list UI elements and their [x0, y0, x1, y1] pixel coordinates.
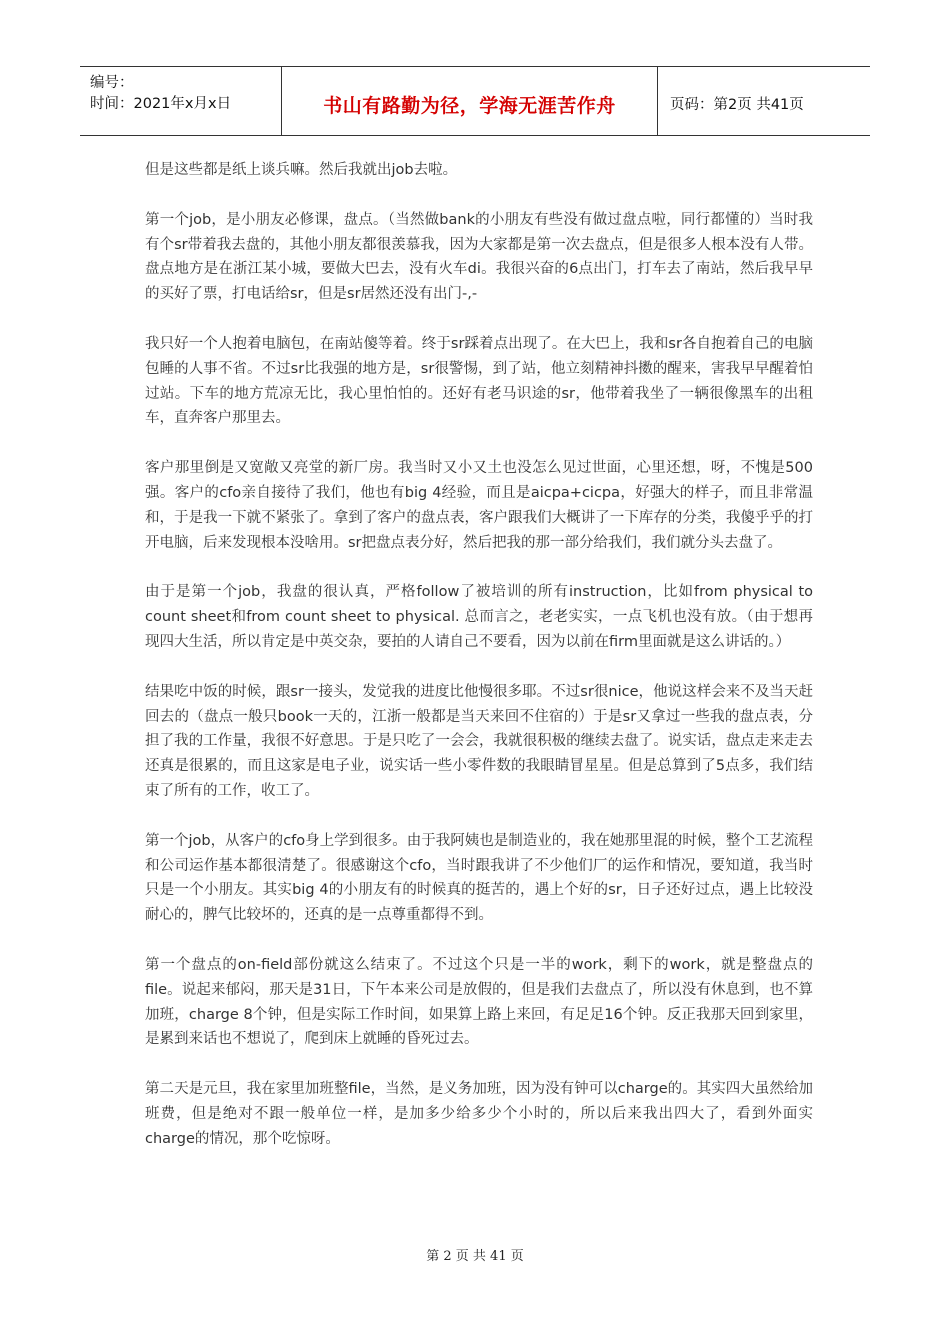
page-header — [80, 66, 870, 136]
paragraph: 第一个job，是小朋友必修课，盘点。（当然做bank的小朋友有些没有做过盘点啦，同行都懂的）当时我有个sr带着我去盘的，其他小朋友都很羡慕我，因为大家都是第一次去盘点，但是很多人根本没有人带。盘点地方是在浙江某小城，要做大巴去，没有火车di。我很兴奋的6点出门，打车去了南站，然后我早早的买好了票，打电话给sr，但是sr居然还没有出门-,- — [145, 211, 813, 303]
header-page-cell — [658, 67, 870, 135]
document-body — [145, 158, 813, 1177]
header-info-cell — [80, 67, 282, 135]
footer-page-number: 第 2 页 共 41 页 — [426, 1249, 524, 1264]
paragraph: 我只好一个人抱着电脑包，在南站傻等着。终于sr踩着点出现了。在大巴上，我和sr各自抱着自己的电脑包睡的人事不省。不过sr比我强的地方是，sr很警惕，到了站，他立刻精神抖擞的醒来，害我早早醒着怕过站。下车的地方荒凉无比，我心里怕怕的。还好有老马识途的sr，他带着我坐了一辆很像黑车的出租车，直奔客户那里去。 — [145, 335, 813, 427]
paragraph: 第二天是元旦，我在家里加班整file，当然，是义务加班，因为没有钟可以charge的。其实四大虽然给加班费，但是绝对不跟一般单位一样，是加多少给多少个小时的，所以后来我出四大了，看到外面实charge的情况，那个吃惊呀。 — [145, 1081, 813, 1147]
paragraph: 第一个盘点的on-field部份就这么结束了。不过这个只是一半的work，剩下的work，就是整盘点的file。说起来郁闷，那天是31日，下午本来公司是放假的，但是我们去盘点了，所以没有休息到，也不算加班，charge 8个钟，但是实际工作时间，如果算上路上来回，有足足16个钟。反正我那天回到家里，是累到来话也不想说了，爬到床上就睡的昏死过去。 — [145, 956, 813, 1048]
header-motto: 书山有路勤为径，学海无涯苦作舟 — [323, 94, 616, 117]
paragraph: 结果吃中饭的时候，跟sr一接头，发觉我的进度比他慢很多耶。不过sr很nice，他说这样会来不及当天赶回去的（盘点一般只book一天的，江浙一般都是当天来回不住宿的）于是sr又拿过一些我的盘点表，分担了我的工作量，我很不好意思。于是只吃了一会会，我就很积极的继续去盘了。说实话，盘点走来走去还真是很累的，而且这家是电子业，说实话一些小零件数的我眼睛冒星星。但是总算到了5点多，我们结束了所有的工作，收工了。 — [145, 683, 813, 799]
document-date: 时间：2021年x月x日 — [90, 96, 232, 112]
paragraph: 但是这些都是纸上谈兵嘛。然后我就出job去啦。 — [145, 162, 458, 178]
document-number-label: 编号： — [90, 75, 134, 91]
header-page-info: 页码：第2页 共41页 — [670, 96, 804, 113]
paragraph: 由于是第一个job，我盘的很认真，严格follow了被培训的所有instruction，比如from physical to count sheet和from count sheet to physical. 总而言之，老老实实，一点飞机也没有放。（由于想再现四大生活，所以肯定是中英交杂，要拍的人请自己不要看，因为以前在firm里面就是这么讲话的。） — [145, 584, 813, 650]
paragraph: 第一个job，从客户的cfo身上学到很多。由于我阿姨也是制造业的，我在她那里混的时候，整个工艺流程和公司运作基本都很清楚了。很感谢这个cfo，当时跟我讲了不少他们厂的运作和情况，要知道，我当时只是一个小朋友。其实big 4的小朋友有的时候真的挺苦的，遇上个好的sr，日子还好过点，遇上比较没耐心的，脾气比较坏的，还真的是一点尊重都得不到。 — [145, 832, 813, 924]
header-motto-cell — [282, 67, 658, 135]
paragraph: 客户那里倒是又宽敞又亮堂的新厂房。我当时又小又土也没怎么见过世面，心里还想，呀，不愧是500强。客户的cfo亲自接待了我们，他也有big 4经验，而且是aicpa+cicpa，好强大的样子，而且非常温和，于是我一下就不紧张了。拿到了客户的盘点表，客户跟我们大概讲了一下库存的分类，我傻乎乎的打开电脑，后来发现根本没啥用。sr把盘点表分好，然后把我的那一部分给我们，我们就分头去盘了。 — [145, 460, 813, 551]
page-footer — [0, 1245, 950, 1264]
